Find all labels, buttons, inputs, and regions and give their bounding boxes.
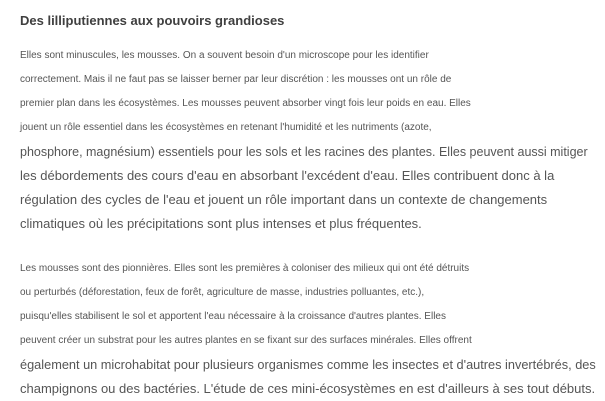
paragraph-line: jouent un rôle essentiel dans les écosystèmes en retenant l'humidité et les nutriments (azote, bbox=[20, 122, 432, 133]
paragraph-line: premier plan dans les écosystèmes. Les mousses peuvent absorber vingt fois leur poids en eau. Elles bbox=[20, 98, 471, 109]
article-paragraph-2 bbox=[20, 257, 596, 401]
paragraph-line: ou perturbés (déforestation, feux de forêt, agriculture de masse, industries polluantes, etc.), bbox=[20, 287, 425, 298]
article-paragraph-1 bbox=[20, 44, 588, 236]
paragraph-line: Elles sont minuscules, les mousses. On a souvent besoin d'un microscope pour les identifier bbox=[20, 50, 429, 61]
paragraph-line: régulation des cycles de l'eau et jouent un rôle important dans un contexte de changements bbox=[20, 192, 548, 207]
paragraph-line: phosphore, magnésium) essentiels pour les sols et les racines des plantes. Elles peuvent aussi mitiger bbox=[20, 145, 588, 159]
paragraph-line: Les mousses sont des pionnières. Elles sont les premières à coloniser des milieux qui ont été détruits bbox=[20, 263, 470, 274]
paragraph-line: également un microhabitat pour plusieurs organismes comme les insectes et d'autres invertébrés, des bbox=[20, 357, 596, 372]
paragraph-line: champignons ou des bactéries. L'étude de ces mini-écosystèmes en est d'ailleurs à ses tout débuts. bbox=[20, 381, 596, 396]
article-title: Des lilliputiennes aux pouvoirs grandioses bbox=[20, 13, 285, 28]
paragraph-line: correctement. Mais il ne faut pas se laisser berner par leur discrétion : les mousses ont un rôle de bbox=[20, 74, 452, 85]
paragraph-line: peuvent créer un substrat pour les autres plantes en se fixant sur des surfaces minérales. Elles offrent bbox=[20, 335, 472, 346]
paragraph-line: les débordements des cours d'eau en absorbant l'excédent d'eau. Elles contribuent donc à la bbox=[20, 168, 555, 183]
paragraph-line: climatiques où les précipitations sont plus intenses et plus fréquentes. bbox=[20, 216, 422, 231]
paragraph-line: puisqu'elles stabilisent le sol et apportent l'eau nécessaire à la croissance d'autres plantes. Elles bbox=[20, 311, 446, 322]
